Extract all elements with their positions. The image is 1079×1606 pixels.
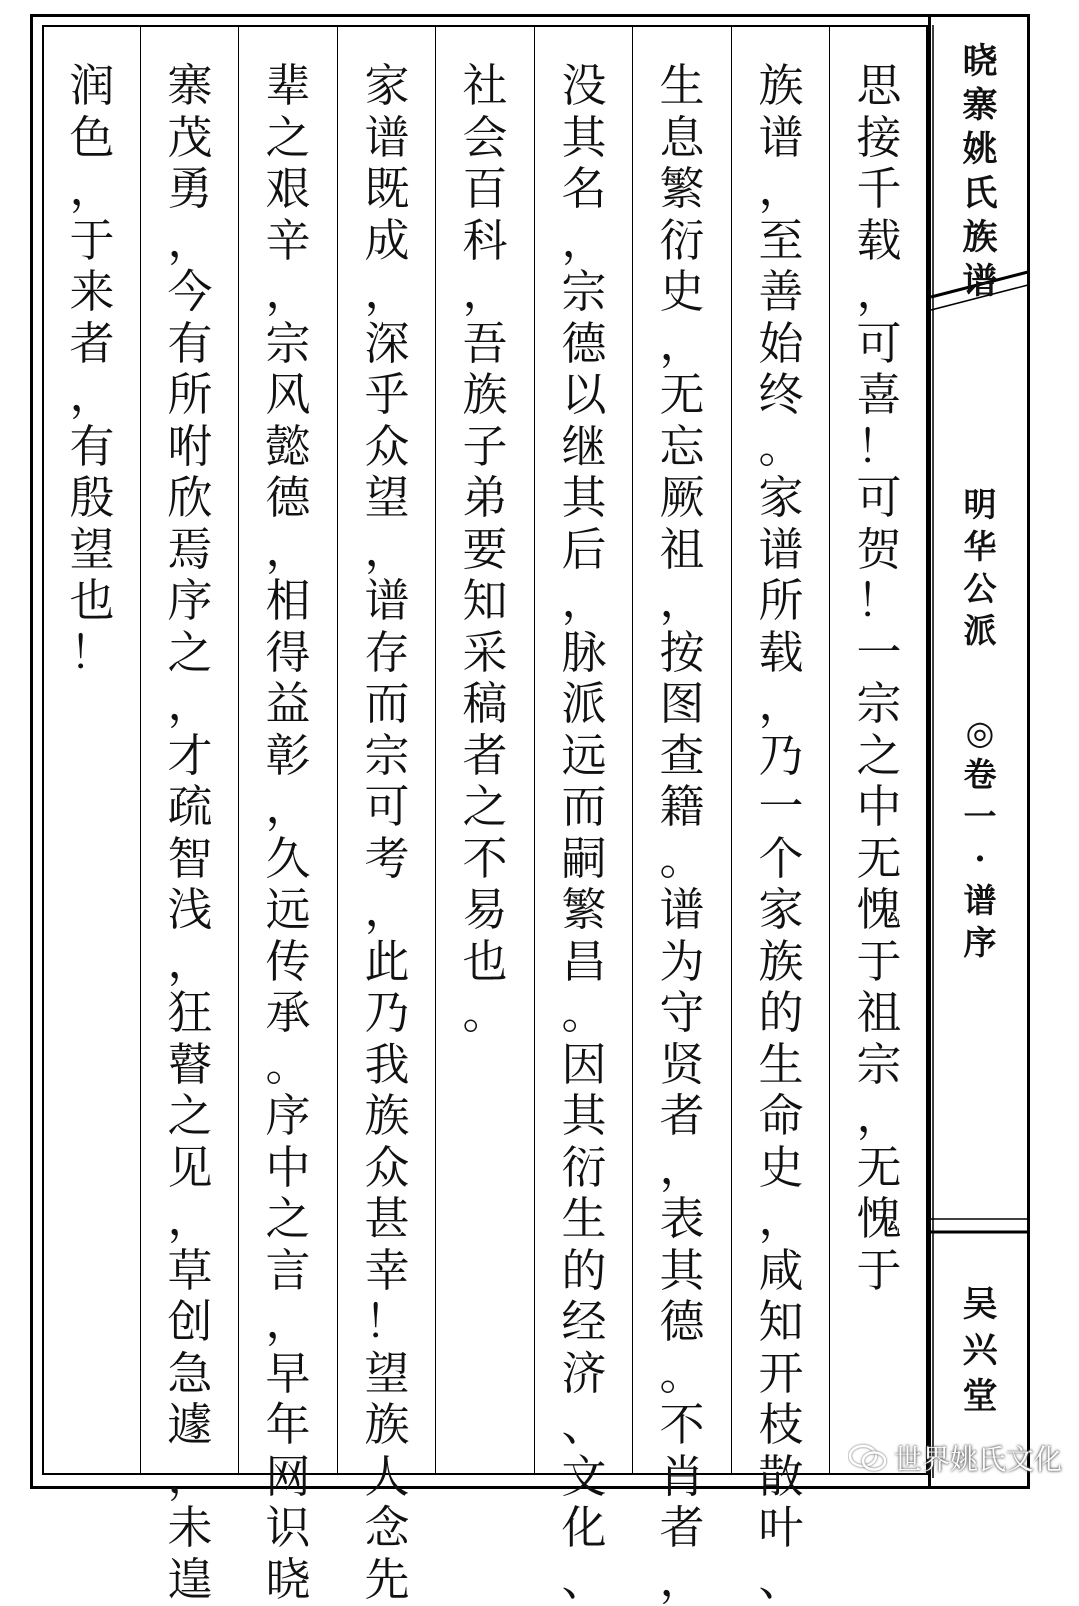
text-char: 生 [758, 1037, 804, 1091]
text-char: 其 [659, 1243, 705, 1297]
text-char: 科 [462, 213, 508, 267]
banner-char: 一 [963, 797, 997, 836]
text-char: ， [167, 213, 213, 267]
text-char: 弟 [462, 471, 508, 524]
text-char: 个 [758, 831, 804, 885]
text-char: ， [561, 213, 607, 267]
text-char: ， [265, 1295, 311, 1348]
text-char: 未 [167, 1501, 213, 1554]
text-char: 久 [265, 831, 311, 885]
text-char: 济 [561, 1346, 607, 1400]
text-char: 、 [758, 1552, 804, 1606]
banner-hall [960, 1282, 1000, 1420]
text-char: 。 [659, 831, 705, 885]
text-char: 深 [364, 316, 410, 370]
text-char: 来 [69, 265, 115, 318]
text-char: 因 [561, 1037, 607, 1091]
text-column [436, 60, 534, 1039]
text-char: 、 [561, 1398, 607, 1451]
text-char: 叶 [758, 1501, 804, 1554]
text-char: ， [659, 316, 705, 370]
banner-char: 晓 [962, 41, 998, 82]
text-char: ， [69, 368, 115, 421]
text-char: 念 [364, 1501, 410, 1554]
text-char: 可 [364, 780, 410, 833]
text-char: 谱 [659, 883, 705, 936]
text-char: 愧 [856, 1192, 902, 1245]
banner-char: 谱 [962, 261, 998, 302]
text-char: 乃 [364, 986, 410, 1039]
text-char: 家 [364, 59, 410, 112]
text-char: 厥 [659, 471, 705, 524]
text-char: 而 [561, 780, 607, 833]
banner-char: 谱 [963, 881, 997, 920]
text-char: 有 [69, 419, 115, 473]
text-char: 一 [856, 625, 902, 679]
text-char: 生 [659, 59, 705, 112]
text-char: 年 [265, 1398, 311, 1451]
text-char: ， [167, 677, 213, 730]
text-char: 其 [561, 1089, 607, 1142]
text-char: 家 [758, 883, 804, 936]
text-char: 衍 [659, 213, 705, 267]
text-char: 始 [758, 316, 804, 370]
text-char: 无 [856, 1140, 902, 1194]
text-char: 忘 [659, 419, 705, 473]
text-char: 族 [758, 934, 804, 988]
text-char: 远 [265, 883, 311, 936]
text-char: 网 [265, 1449, 311, 1503]
text-char: 贺 [856, 522, 902, 576]
text-char: 接 [856, 110, 902, 164]
text-char: 不 [462, 831, 508, 885]
text-char: 也 [69, 574, 115, 627]
text-char: 没 [561, 59, 607, 112]
banner-char: 氏 [962, 173, 998, 214]
text-char: 有 [167, 316, 213, 370]
text-char: 易 [462, 883, 508, 936]
text-char: ， [758, 677, 804, 730]
banner-char: 吴 [962, 1284, 998, 1325]
text-char: 族 [758, 59, 804, 112]
text-char: ， [758, 1192, 804, 1245]
banner-char: 明 [963, 485, 997, 524]
banner-title [960, 40, 1000, 304]
text-char: 序 [265, 1089, 311, 1142]
text-char: 嗣 [561, 831, 607, 885]
text-char: 于 [856, 934, 902, 988]
text-char: 既 [364, 162, 410, 215]
text-char: 息 [659, 110, 705, 164]
text-char: 史 [659, 265, 705, 318]
text-char: 经 [561, 1295, 607, 1348]
text-char: 的 [561, 1243, 607, 1297]
text-char: ， [167, 1192, 213, 1245]
text-char: 也 [462, 934, 508, 988]
text-char: 之 [167, 1089, 213, 1142]
text-char: 宗 [856, 1037, 902, 1091]
text-char: 祖 [856, 986, 902, 1039]
text-char: 宗 [856, 677, 902, 730]
text-char: ， [659, 1552, 705, 1606]
text-char: 其 [561, 471, 607, 524]
text-char: 之 [265, 1192, 311, 1245]
text-char: 先 [364, 1552, 410, 1606]
text-char: 者 [69, 316, 115, 370]
text-char: 无 [856, 831, 902, 885]
text-char: 衍 [561, 1140, 607, 1194]
text-char: 乃 [758, 728, 804, 782]
text-char: 急 [167, 1346, 213, 1400]
text-char: 狂 [167, 986, 213, 1039]
text-column [43, 60, 141, 678]
text-column [535, 60, 633, 1605]
text-char: 中 [265, 1140, 311, 1194]
text-char: 吾 [462, 316, 508, 370]
text-char: ， [364, 522, 410, 576]
text-char: 会 [462, 110, 508, 164]
text-column [239, 60, 337, 1605]
text-column [338, 60, 436, 1605]
text-char: 查 [659, 728, 705, 782]
banner-char: · [974, 839, 986, 878]
text-char: 承 [265, 986, 311, 1039]
text-char: ， [462, 265, 508, 318]
text-char: 名 [561, 162, 607, 215]
text-char: 才 [167, 728, 213, 782]
banner-char: 公 [963, 569, 997, 608]
text-char: 化 [561, 1501, 607, 1554]
text-char: 。 [758, 419, 804, 473]
text-char: 序 [167, 574, 213, 627]
text-char: 辛 [265, 213, 311, 267]
text-char: 生 [561, 1192, 607, 1245]
text-char: 焉 [167, 522, 213, 576]
text-char: 的 [758, 986, 804, 1039]
text-char: 瞽 [167, 1037, 213, 1091]
text-char: ， [659, 574, 705, 627]
banner-char: 兴 [962, 1330, 998, 1371]
text-char: 草 [167, 1243, 213, 1297]
text-char: ！ [364, 1295, 410, 1348]
text-char: 于 [856, 1243, 902, 1297]
text-char: 派 [561, 677, 607, 730]
text-char: 今 [167, 265, 213, 318]
text-char: 。 [659, 1346, 705, 1400]
text-char: 可 [856, 471, 902, 524]
text-char: ， [265, 265, 311, 318]
text-char: 传 [265, 934, 311, 988]
text-char: 众 [364, 419, 410, 473]
text-char: 疏 [167, 780, 213, 833]
text-char: 智 [167, 831, 213, 885]
text-char: 众 [364, 1140, 410, 1194]
text-char: 望 [69, 522, 115, 576]
text-char: ， [659, 1140, 705, 1194]
text-char: 之 [265, 110, 311, 164]
text-char: 人 [364, 1449, 410, 1503]
text-char: 百 [462, 162, 508, 215]
text-char: ！ [856, 419, 902, 473]
text-char: 存 [364, 625, 410, 679]
text-char: 为 [659, 934, 705, 988]
text-char: 社 [462, 59, 508, 112]
text-char: 其 [561, 110, 607, 164]
text-char: 愧 [856, 883, 902, 936]
text-char: 者 [659, 1501, 705, 1554]
text-char: 德 [265, 471, 311, 524]
text-char: 子 [462, 419, 508, 473]
text-char: 宗 [561, 265, 607, 318]
text-char: 。 [462, 986, 508, 1039]
text-char: 者 [659, 1089, 705, 1142]
text-char: 我 [364, 1037, 410, 1091]
text-char: 幸 [364, 1243, 410, 1297]
banner-char: 堂 [962, 1376, 998, 1417]
text-char: 咸 [758, 1243, 804, 1297]
text-char: 贤 [659, 1037, 705, 1091]
text-char: 彰 [265, 728, 311, 782]
text-char: 色 [69, 110, 115, 164]
banner-branch [960, 484, 1000, 652]
banner-volume [955, 712, 1005, 964]
text-char: 知 [758, 1295, 804, 1348]
text-char: 者 [462, 728, 508, 782]
text-char: 思 [856, 59, 902, 112]
text-char: 懿 [265, 419, 311, 473]
text-char: 甚 [364, 1192, 410, 1245]
text-char: 殷 [69, 471, 115, 524]
text-char: 至 [758, 213, 804, 267]
text-char: 采 [462, 625, 508, 679]
text-char: ， [364, 265, 410, 318]
text-char: 欣 [167, 471, 213, 524]
text-char: 勇 [167, 162, 213, 215]
text-char: 散 [758, 1449, 804, 1503]
text-char: 繁 [659, 162, 705, 215]
banner-char: 华 [963, 527, 997, 566]
text-char: 昌 [561, 934, 607, 988]
text-char: 命 [758, 1089, 804, 1142]
text-char: 史 [758, 1140, 804, 1194]
text-char: 考 [364, 831, 410, 885]
text-char: 得 [265, 625, 311, 679]
text-char: 家 [758, 471, 804, 524]
text-char: 远 [561, 728, 607, 782]
text-char: 无 [659, 368, 705, 421]
text-char: 脉 [561, 625, 607, 679]
watermark [848, 1438, 1062, 1478]
text-column [141, 60, 239, 1605]
text-char: 枝 [758, 1398, 804, 1451]
text-char: 晓 [265, 1552, 311, 1606]
text-char: 茂 [167, 110, 213, 164]
banner-char: 姚 [962, 129, 998, 170]
text-char: 遽 [167, 1398, 213, 1451]
text-char: 族 [364, 1398, 410, 1451]
text-char: ， [69, 162, 115, 215]
text-char: 载 [758, 625, 804, 679]
banner-char: 序 [963, 923, 997, 962]
text-char: ！ [856, 574, 902, 627]
text-char: 此 [364, 934, 410, 988]
text-char: 喜 [856, 368, 902, 421]
text-char: 润 [69, 59, 115, 112]
text-char: 一 [758, 780, 804, 833]
text-char: 遑 [167, 1552, 213, 1606]
text-char: 见 [167, 1140, 213, 1194]
text-char: 祖 [659, 522, 705, 576]
text-char: 浅 [167, 883, 213, 936]
text-char: 善 [758, 265, 804, 318]
text-char: 德 [659, 1295, 705, 1348]
text-char: 可 [856, 316, 902, 370]
text-char: 文 [561, 1449, 607, 1503]
text-char: 寨 [167, 59, 213, 112]
text-char: 所 [167, 368, 213, 421]
text-char: ， [265, 522, 311, 576]
text-char: 德 [561, 316, 607, 370]
text-char: 之 [462, 780, 508, 833]
text-char: 知 [462, 574, 508, 627]
text-char: ， [758, 162, 804, 215]
text-char: 辈 [265, 59, 311, 112]
watermark-text: 世界姚氏文化 [894, 1443, 1063, 1476]
text-char: 望 [364, 1346, 410, 1400]
text-char: ！ [69, 625, 115, 679]
text-char: 稿 [462, 677, 508, 730]
text-char: ， [561, 574, 607, 627]
text-char: 创 [167, 1295, 213, 1348]
text-char: 望 [364, 471, 410, 524]
wechat-icon [848, 1443, 888, 1473]
text-char: 相 [265, 574, 311, 627]
text-char: ， [856, 265, 902, 318]
text-char: 艰 [265, 162, 311, 215]
text-char: 载 [856, 213, 902, 267]
text-char: 谱 [758, 522, 804, 576]
text-char: 千 [856, 162, 902, 215]
text-char: 。 [561, 986, 607, 1039]
text-char: 表 [659, 1192, 705, 1245]
text-char: 乎 [364, 368, 410, 421]
text-char: 之 [167, 625, 213, 679]
text-char: ， [167, 1449, 213, 1503]
banner-char: 卷 [963, 755, 997, 794]
text-char: 言 [265, 1243, 311, 1297]
text-char: 早 [265, 1346, 311, 1400]
text-char: ， [167, 934, 213, 988]
text-char: 族 [364, 1089, 410, 1142]
text-column [732, 60, 830, 1605]
banner-char: ◎ [965, 713, 995, 752]
text-char: 按 [659, 625, 705, 679]
text-char: 中 [856, 780, 902, 833]
text-char: ， [265, 780, 311, 833]
text-char: 肖 [659, 1449, 705, 1503]
text-char: 而 [364, 677, 410, 730]
text-char: 宗 [265, 316, 311, 370]
banner-char: 族 [962, 217, 998, 258]
text-char: 成 [364, 213, 410, 267]
text-char: 所 [758, 574, 804, 627]
text-char: 谱 [364, 574, 410, 627]
text-char: 宗 [364, 728, 410, 782]
text-char: 籍 [659, 780, 705, 833]
text-char: 之 [856, 728, 902, 782]
text-char: 守 [659, 986, 705, 1039]
banner-char: 寨 [962, 85, 998, 126]
text-char: 风 [265, 368, 311, 421]
text-char: 识 [265, 1501, 311, 1554]
text-char: 后 [561, 522, 607, 576]
text-char: 不 [659, 1398, 705, 1451]
text-column [830, 60, 928, 1296]
text-char: ， [364, 883, 410, 936]
text-char: 以 [561, 368, 607, 421]
text-char: 族 [462, 368, 508, 421]
text-char: 继 [561, 419, 607, 473]
text-char: 益 [265, 677, 311, 730]
text-char: 繁 [561, 883, 607, 936]
text-char: 咐 [167, 419, 213, 473]
text-column [633, 60, 731, 1605]
text-char: 于 [69, 213, 115, 267]
text-char: ， [856, 1089, 902, 1142]
text-char: 谱 [758, 110, 804, 164]
text-char: 开 [758, 1346, 804, 1400]
banner-char: 派 [963, 611, 997, 650]
text-char: 终 [758, 368, 804, 421]
text-char: 要 [462, 522, 508, 576]
text-char: 谱 [364, 110, 410, 164]
text-char: 图 [659, 677, 705, 730]
text-char: 、 [561, 1552, 607, 1606]
text-char: 。 [265, 1037, 311, 1091]
